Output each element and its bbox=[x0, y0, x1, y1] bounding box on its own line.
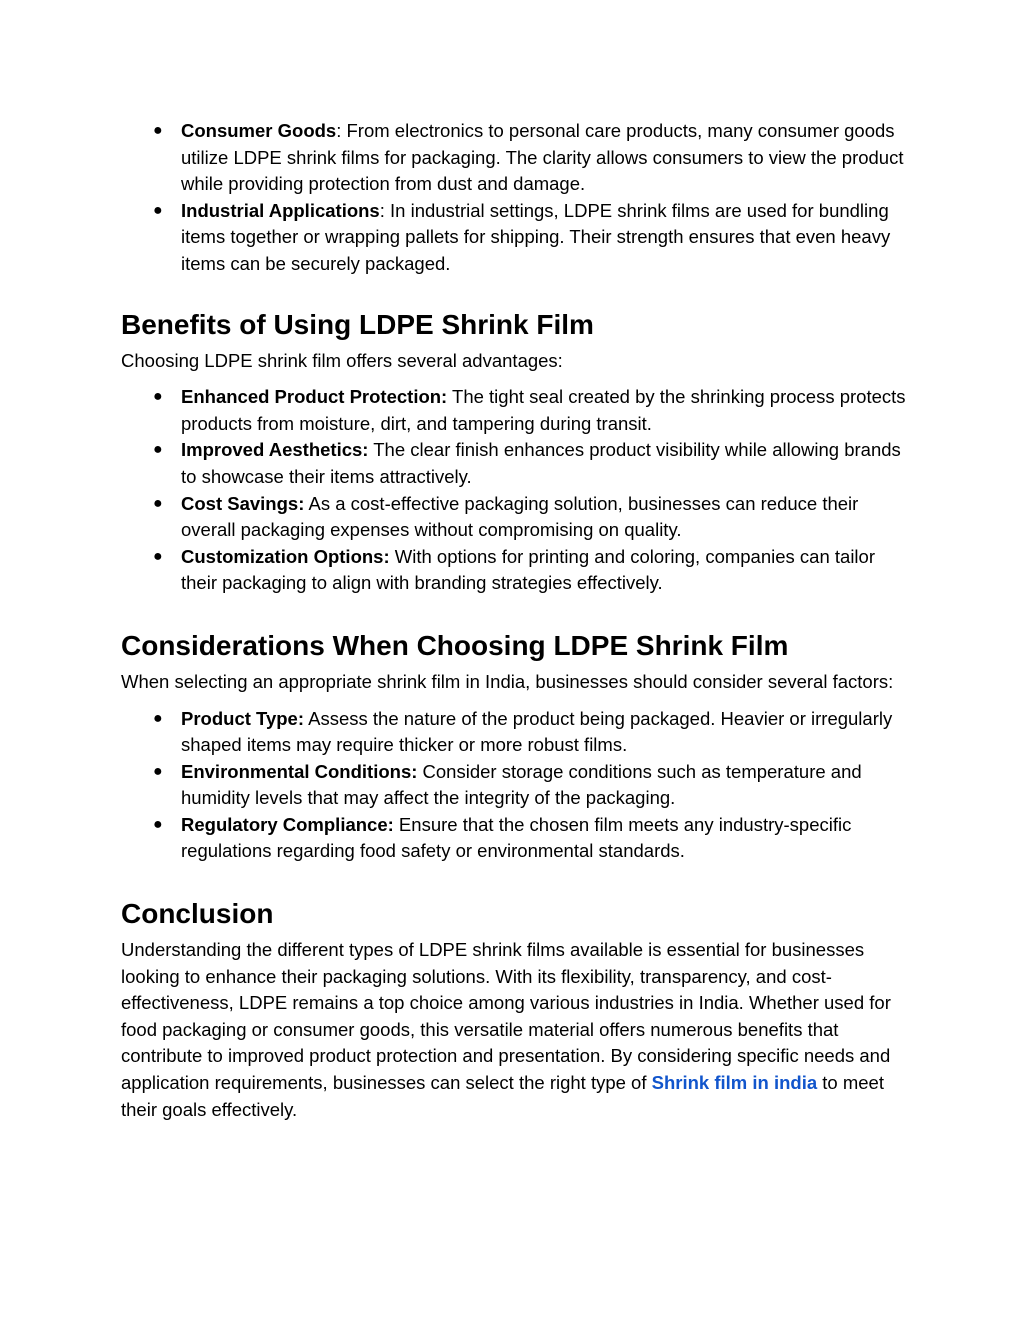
bullet-icon: ● bbox=[153, 201, 163, 219]
bullet-icon: ● bbox=[153, 494, 163, 512]
bullet-text: In industrial settings, LDPE shrink films are used for bundling items together or wrapping pallets for shipping. Their strength ensures that even heavy items can be securely packaged. bbox=[181, 199, 891, 274]
bullet-separator: : bbox=[379, 199, 385, 221]
considerations-section bbox=[121, 629, 911, 865]
list-item bbox=[153, 437, 911, 490]
considerations-bullet-list bbox=[121, 706, 911, 866]
bullet-text: From electronics to personal care products, many consumer goods utilize LDPE shrink films for packaging. The clarity allows consumers to view the product while providing protection from dust and damage. bbox=[181, 120, 904, 195]
bullet-text: As a cost-effective packaging solution, businesses can reduce their overall packaging expenses without compromising on quality. bbox=[181, 492, 859, 541]
bullet-term: Regulatory Compliance: bbox=[181, 813, 394, 835]
bullet-term: Environmental Conditions: bbox=[181, 760, 418, 782]
bullet-term: Consumer Goods bbox=[181, 120, 337, 141]
conclusion-text: Understanding the different types of LDPE shrink films available is essential for businesses looking to enhance their packaging solutions. With its flexibility, transparency, and cost-effectiveness, LDPE remains a top choice among various industries in India. Whether used for food packaging or consumer goods, this versatile material offers numerous benefits that contribute to improved product protection and presentation. By considering specific needs and application requirements, businesses can select the right type of bbox=[121, 939, 891, 1094]
bullet-icon: ● bbox=[153, 815, 163, 833]
bullet-term: Product Type: bbox=[181, 707, 304, 729]
list-item bbox=[153, 706, 911, 759]
benefits-bullet-list bbox=[121, 384, 911, 597]
bullet-separator: : bbox=[336, 120, 342, 141]
bullet-icon: ● bbox=[153, 441, 163, 459]
list-item bbox=[153, 198, 911, 278]
conclusion-heading: Conclusion bbox=[121, 898, 274, 930]
bullet-icon: ● bbox=[153, 709, 163, 727]
bullet-term: Industrial Applications bbox=[181, 199, 380, 221]
benefits-section bbox=[121, 308, 911, 597]
document-page bbox=[121, 118, 911, 1123]
list-item bbox=[153, 491, 911, 544]
bullet-term: Cost Savings: bbox=[181, 492, 305, 514]
conclusion-paragraph bbox=[121, 937, 911, 1123]
bullet-icon: ● bbox=[153, 762, 163, 780]
considerations-intro: When selecting an appropriate shrink film in India, businesses should consider several factors: bbox=[121, 670, 894, 692]
conclusion-section bbox=[121, 897, 911, 1123]
list-item bbox=[153, 544, 911, 597]
intro-bullet-list bbox=[121, 118, 911, 278]
list-item bbox=[153, 812, 911, 865]
bullet-text: Assess the nature of the product being packaged. Heavier or irregularly shaped items may require thicker or more robust films. bbox=[181, 707, 893, 756]
bullet-term: Improved Aesthetics: bbox=[181, 439, 369, 461]
benefits-heading: Benefits of Using LDPE Shrink Film bbox=[121, 308, 594, 340]
bullet-text: Consider storage conditions such as temperature and humidity levels that may affect the integrity of the packaging. bbox=[181, 760, 862, 809]
bullet-text: Ensure that the chosen film meets any industry-specific regulations regarding food safety or environmental standards. bbox=[181, 813, 852, 862]
bullet-text: The clear finish enhances product visibility while allowing brands to showcase their items attractively. bbox=[181, 439, 901, 487]
list-item bbox=[153, 384, 911, 437]
bullet-term: Customization Options: bbox=[181, 545, 390, 567]
list-item bbox=[153, 118, 911, 198]
bullet-text: With options for printing and coloring, companies can tailor their packaging to align with branding strategies effectively. bbox=[181, 545, 875, 594]
list-item bbox=[153, 759, 911, 812]
bullet-icon: ● bbox=[153, 122, 163, 139]
bullet-term: Enhanced Product Protection: bbox=[181, 386, 448, 408]
bullet-icon: ● bbox=[153, 547, 163, 565]
considerations-heading: Considerations When Choosing LDPE Shrink Film bbox=[121, 629, 789, 661]
bullet-icon: ● bbox=[153, 388, 163, 406]
benefits-intro: Choosing LDPE shrink film offers several advantages: bbox=[121, 349, 563, 371]
conclusion-text-end: to meet their goals effectively. bbox=[121, 1072, 884, 1120]
shrink-film-link[interactable]: Shrink film in india bbox=[651, 1072, 818, 1094]
bullet-text: The tight seal created by the shrinking process protects products from moisture, dirt, and tampering during transit. bbox=[181, 386, 906, 434]
